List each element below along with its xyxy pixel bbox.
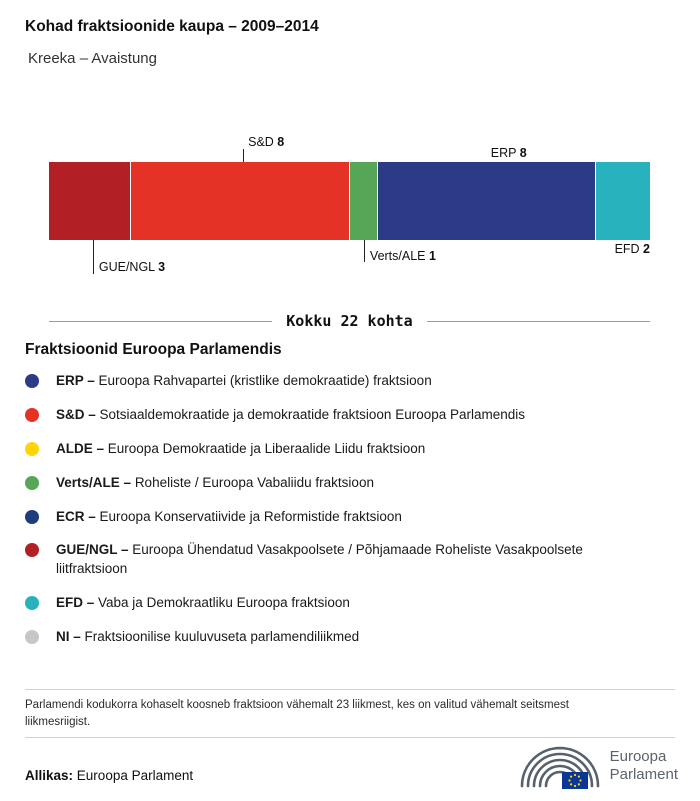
chart-title: Kohad fraktsioonide kaupa – 2009–2014 [25, 18, 319, 35]
legend-desc [56, 508, 637, 527]
legend-abbr: Verts/ALE – [56, 474, 132, 490]
legend-heading: Fraktsioonid Euroopa Parlamendis [25, 341, 282, 358]
legend-text: Euroopa Ühendatud Vasakpoolsete / Põhjamaade Roheliste Vasakpoolsete liitfraktsioon [56, 542, 583, 577]
footnote-divider-top [25, 689, 675, 690]
segment-name: GUE/NGL [98, 260, 155, 274]
stacked-bar [49, 162, 650, 240]
legend-item-ni [25, 628, 637, 647]
legend-item-alde [25, 440, 637, 459]
segment-label-efd [615, 242, 650, 256]
legend-text: Vaba ja Demokraatliku Euroopa fraktsioon [98, 595, 350, 611]
source-label: Allikas: [25, 768, 74, 783]
total-row [49, 312, 650, 330]
legend-desc [56, 406, 637, 425]
legend-item-efd [25, 594, 637, 613]
seats-chart [49, 135, 650, 274]
segment-name: ERP [490, 146, 517, 160]
legend-abbr: ERP – [56, 373, 95, 388]
legend-dot-ni [25, 630, 39, 644]
bar-segment-gue-ngl [49, 162, 131, 240]
segment-label-verts-ale [370, 249, 436, 263]
legend [25, 372, 637, 662]
legend-dot-efd [25, 596, 39, 610]
logo-line1: Euroopa [609, 748, 667, 765]
segment-value: 8 [519, 146, 527, 160]
legend-abbr: NI – [56, 629, 81, 645]
legend-text: Euroopa Rahvapartei (kristlike demokraatide) fraktsioon [98, 373, 432, 388]
legend-item-ecr [25, 508, 637, 527]
legend-desc [56, 372, 637, 391]
callout-line-gue-ngl [93, 240, 94, 274]
legend-dot-gue-ngl [25, 543, 39, 557]
segment-name: EFD [614, 242, 640, 256]
segment-name: Verts/ALE [369, 249, 426, 263]
bar-segment-sd [131, 162, 349, 240]
segment-label-erp [491, 146, 527, 160]
legend-text: Euroopa Konservatiivide ja Reformistide fraktsioon [99, 508, 402, 524]
legend-desc [56, 594, 637, 613]
legend-dot-erp [25, 374, 39, 388]
legend-abbr: ECR – [56, 508, 96, 524]
legend-dot-verts-ale [25, 476, 39, 490]
total-rule-right [427, 321, 650, 322]
chart-subtitle: Kreeka – Avaistung [28, 50, 157, 67]
legend-item-erp [25, 372, 637, 391]
legend-item-sd [25, 406, 637, 425]
legend-dot-alde [25, 442, 39, 456]
segment-label-gue-ngl [99, 260, 165, 274]
legend-desc [56, 628, 637, 647]
legend-abbr: ALDE – [56, 440, 105, 456]
ep-logo-icon [514, 742, 600, 790]
bar-segment-efd [596, 162, 650, 240]
legend-dot-ecr [25, 510, 39, 524]
legend-text: Fraktsioonilise kuuluvuseta parlamendiliikmed [84, 629, 360, 645]
legend-text: Sotsiaaldemokraatide ja demokraatide fraktsioon Euroopa Parlamendis [99, 406, 526, 422]
footnote-divider-bottom [25, 737, 675, 738]
legend-abbr: GUE/NGL – [56, 542, 129, 558]
ep-logo [514, 742, 678, 790]
callout-line-verts-ale [364, 240, 365, 262]
segment-value: 2 [643, 242, 650, 256]
legend-abbr: S&D – [56, 406, 96, 422]
logo-line2: Parlament [609, 766, 678, 783]
segment-value: 8 [277, 135, 285, 149]
total-rule-left [49, 321, 272, 322]
legend-desc [56, 474, 637, 493]
eu-flag-icon [562, 772, 588, 789]
segment-value: 1 [429, 249, 436, 263]
total-label: Kokku 22 kohta [286, 312, 413, 330]
legend-desc [56, 541, 637, 579]
legend-item-gue-ngl [25, 541, 637, 579]
legend-item-verts-ale [25, 474, 637, 493]
segment-name: S&D [248, 135, 274, 149]
legend-dot-sd [25, 408, 39, 422]
segment-label-sd [248, 135, 284, 149]
legend-abbr: EFD – [56, 595, 95, 611]
segment-value: 3 [158, 260, 166, 274]
bar-segment-erp [378, 162, 596, 240]
callout-line-sd [243, 149, 244, 162]
legend-text: Roheliste / Euroopa Vabaliidu fraktsioon [134, 474, 374, 490]
bar-segment-verts-ale [350, 162, 378, 240]
legend-desc [56, 440, 637, 459]
legend-text: Euroopa Demokraatide ja Liberaalide Liidu fraktsioon [107, 440, 426, 456]
footnote-text: Parlamendi kodukorra kohaselt koosneb fraktsioon vähemalt 23 liikmest, kes on valitud vähemalt seitsmest liikmesriigist. [25, 699, 569, 729]
source-line [25, 768, 193, 783]
source-text: Euroopa Parlament [76, 768, 194, 783]
logo-wordmark [610, 748, 678, 784]
